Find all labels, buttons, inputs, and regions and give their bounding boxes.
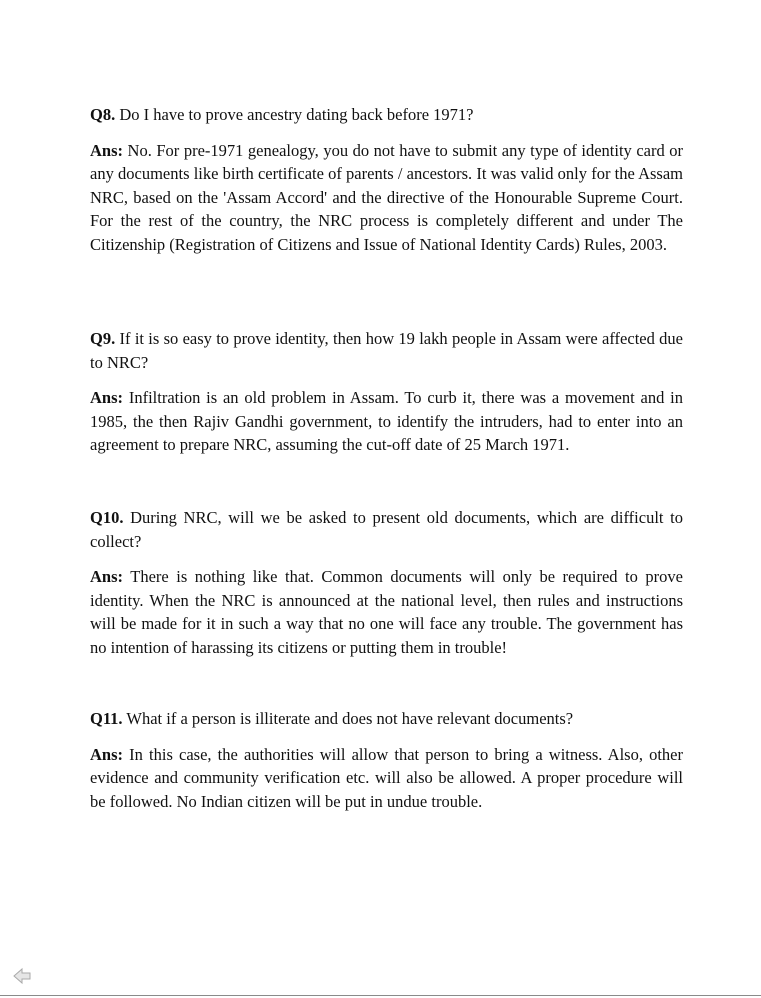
question-q9 <box>90 327 683 374</box>
answer-label: Ans: <box>90 140 124 160</box>
question-text: During NRC, will we be asked to present old documents, which are difficult to collect? <box>90 508 683 551</box>
answer-text: In this case, the authorities will allow that person to bring a witness. Also, other evidence and community verification etc. will also be allowed. A proper procedure will be followed. No Indian citizen will be put in undue trouble. <box>90 744 683 811</box>
faq-item-q9 <box>90 327 683 457</box>
answer-label: Ans: <box>90 567 124 586</box>
question-text: If it is so easy to prove identity, then how 19 lakh people in Assam were affected due to NRC? <box>90 329 683 372</box>
question-label: Q9. <box>90 329 116 348</box>
question-text: Do I have to prove ancestry dating back before 1971? <box>115 105 474 124</box>
question-label: Q11. <box>90 709 123 728</box>
answer-text: Infiltration is an old problem in Assam. To curb it, there was a movement and in 1985, the then Rajiv Gandhi government, to identify the intruders, had to enter into an agreement to prepare NRC, assuming the cut-off date of 25 March 1971. <box>90 388 683 454</box>
question-text: What if a person is illiterate and does not have relevant documents? <box>122 709 574 728</box>
answer-q8 <box>90 139 683 257</box>
answer-q10 <box>90 565 683 659</box>
question-q8 <box>90 103 683 127</box>
answer-text: No. For pre-1971 genealogy, you do not have to submit any type of identity card or any documents like birth certificate of parents / ancestors. It was valid only for the Assam NRC, based on the 'Assam Accord' and the directive of the Honourable Supreme Court. For the rest of the country, the NRC process is completely different and under The Citizenship (Registration of Citizens and Issue of National Identity Cards) Rules, 2003. <box>90 140 683 254</box>
answer-q9 <box>90 386 683 457</box>
question-q10 <box>90 506 683 553</box>
bottom-divider <box>0 995 761 996</box>
answer-label: Ans: <box>90 744 124 764</box>
answer-text: There is nothing like that. Common documents will only be required to prove identity. When the NRC is announced at the national level, then rules and instructions will be made for it in such a way that no one will face any trouble. The government has no intention of harassing its citizens or putting them in trouble! <box>90 567 683 657</box>
question-label: Q8. <box>90 105 116 124</box>
back-arrow-icon[interactable] <box>12 966 32 986</box>
faq-item-q11 <box>90 707 683 813</box>
answer-q11 <box>90 743 683 814</box>
question-label: Q10. <box>90 508 124 527</box>
question-q11 <box>90 707 683 731</box>
faq-item-q8 <box>90 103 683 256</box>
answer-label: Ans: <box>90 388 124 407</box>
faq-item-q10 <box>90 506 683 659</box>
